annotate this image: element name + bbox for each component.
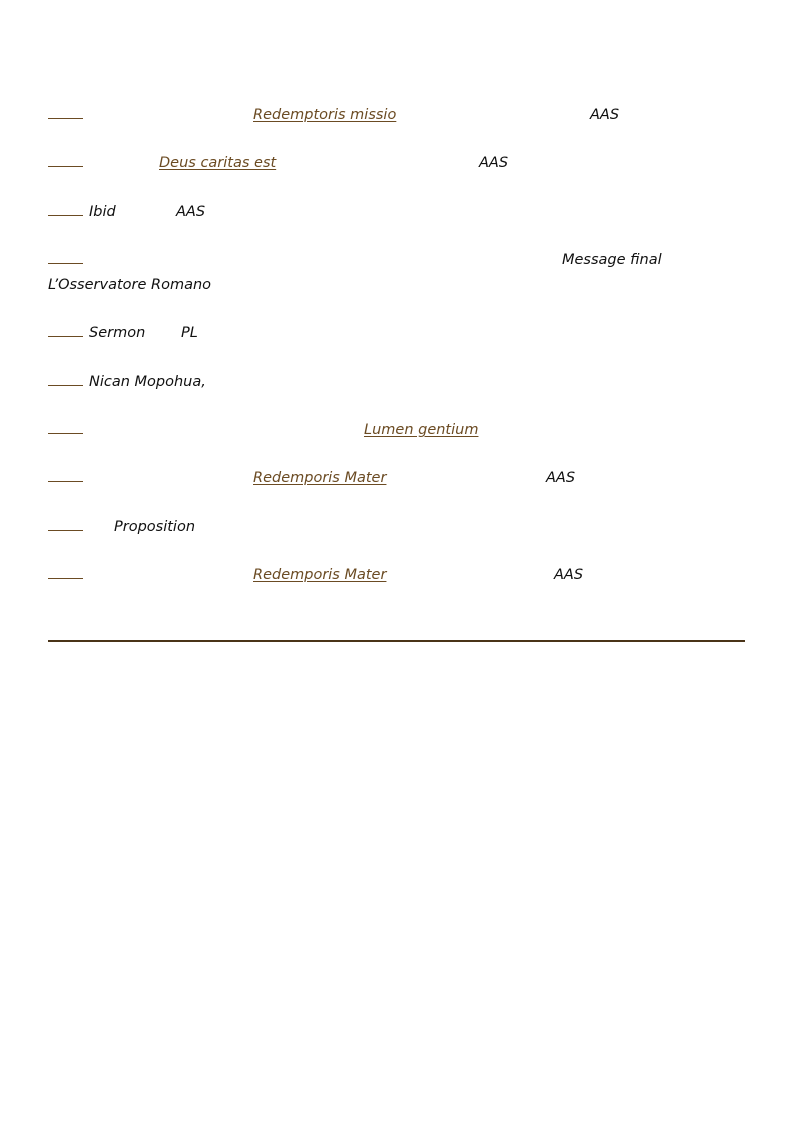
footnote-text-message-final: Message final <box>562 252 662 268</box>
footnote-10 <box>48 566 748 606</box>
footnote-marker <box>48 385 83 386</box>
footnote-text-proposition: Proposition <box>114 519 196 535</box>
footnote-6 <box>48 373 748 413</box>
footnote-link-lumen-gentium[interactable]: Lumen gentium <box>364 422 479 438</box>
footnote-marker <box>48 118 83 119</box>
footnote-text-ibid: Ibid <box>89 204 116 220</box>
footnote-source-aas: AAS <box>546 470 576 486</box>
footnote-text-osservatore-romano: L’Osservatore Romano <box>48 277 212 293</box>
footnote-source-aas: AAS <box>479 155 509 171</box>
footnote-marker <box>48 578 83 579</box>
footnote-marker <box>48 166 83 167</box>
footnote-source-aas: AAS <box>176 204 206 220</box>
footnote-marker <box>48 530 83 531</box>
footnote-marker <box>48 215 83 216</box>
footnote-4 <box>48 251 748 291</box>
footnote-2 <box>48 154 748 194</box>
footnote-9 <box>48 518 748 558</box>
footnote-link-redemporis-mater[interactable]: Redemporis Mater <box>253 567 387 583</box>
footnote-source-aas: AAS <box>554 567 584 583</box>
footnote-marker <box>48 336 83 337</box>
footnote-link-redemporis-mater[interactable]: Redemporis Mater <box>253 470 387 486</box>
footnote-source-aas: AAS <box>590 107 620 123</box>
footnote-marker <box>48 263 83 264</box>
footnote-marker <box>48 433 83 434</box>
footnote-source-pl: PL <box>181 325 198 341</box>
footnote-text-sermon: Sermon <box>89 325 146 341</box>
footnote-marker <box>48 481 83 482</box>
footnote-link-redemptoris-missio[interactable]: Redemptoris missio <box>253 107 397 123</box>
footnote-5 <box>48 324 748 364</box>
footnote-3 <box>48 203 748 243</box>
footnote-link-deus-caritas-est[interactable]: Deus caritas est <box>159 155 277 171</box>
footnote-7 <box>48 421 748 461</box>
footnote-text-nican-mopohua: Nican Mopohua, <box>89 374 206 390</box>
footnote-1 <box>48 106 748 146</box>
footnote-8 <box>48 469 748 509</box>
footnote-separator-rule <box>48 640 745 642</box>
